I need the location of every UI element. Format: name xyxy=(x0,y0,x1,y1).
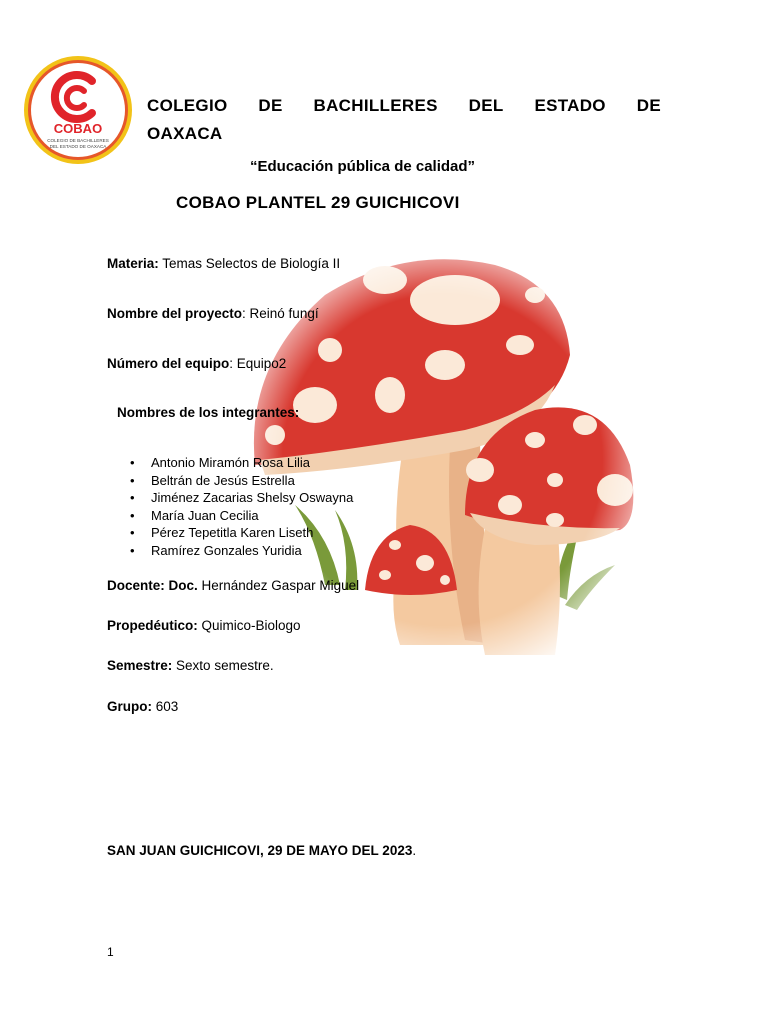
school-name-line1 xyxy=(147,92,661,120)
school-word: BACHILLERES xyxy=(313,96,438,115)
list-item: • Pérez Tepetitla Karen Liseth xyxy=(130,524,353,542)
semestre-label: Semestre: xyxy=(107,658,173,673)
plantel-title: COBAO PLANTEL 29 GUICHICOVI xyxy=(176,193,460,212)
school-word: DE xyxy=(636,96,661,115)
equipo-label: Número del equipo xyxy=(107,356,230,371)
school-name xyxy=(147,92,661,148)
equipo-value: : Equipo2 xyxy=(229,356,287,371)
school-word: COLEGIO xyxy=(147,96,228,115)
logo-brand-text: COBAO xyxy=(53,121,103,136)
logo-subtitle-line2: DEL ESTADO DE OAXACA xyxy=(49,144,107,149)
list-item: • Ramírez Gonzales Yuridia xyxy=(130,542,353,560)
equipo-field xyxy=(107,356,286,371)
list-item: • María Juan Cecilia xyxy=(130,507,353,525)
motto: “Educación pública de calidad” xyxy=(250,158,476,175)
materia-value: Temas Selectos de Biología II xyxy=(158,256,341,271)
semestre-field xyxy=(107,658,274,673)
propedeutico-field xyxy=(107,618,301,633)
location-date-text: SAN JUAN GUICHICOVI, 29 DE MAYO DEL 2023 xyxy=(107,843,413,858)
logo-subtitle-line1: COLEGIO DE BACHILLERES xyxy=(47,138,109,143)
list-item: • Antonio Miramón Rosa Lilia xyxy=(130,454,353,472)
members-list xyxy=(130,454,353,560)
members-heading: Nombres de los integrantes: xyxy=(117,405,300,420)
grupo-field xyxy=(107,699,178,714)
school-name-line2: OAXACA xyxy=(147,124,223,143)
list-item: • Beltrán de Jesús Estrella xyxy=(130,472,353,490)
page-number: 1 xyxy=(107,945,114,959)
list-item: • Jiménez Zacarias Shelsy Oswayna xyxy=(130,489,353,507)
grupo-label: Grupo: xyxy=(107,699,152,714)
grupo-value: 603 xyxy=(152,699,179,714)
docente-field xyxy=(107,578,359,593)
docente-value: Hernández Gaspar Miguel xyxy=(197,578,360,593)
school-word: DEL xyxy=(468,96,504,115)
materia-field xyxy=(107,256,340,271)
docente-label: Docente: Doc. xyxy=(107,578,198,593)
materia-label: Materia: xyxy=(107,256,159,271)
school-word: ESTADO xyxy=(534,96,606,115)
propedeutico-label: Propedéutico: xyxy=(107,618,198,633)
proyecto-value: : Reinó fungí xyxy=(242,306,319,321)
propedeutico-value: Quimico-Biologo xyxy=(197,618,301,633)
semestre-value: Sexto semestre. xyxy=(172,658,274,673)
proyecto-label: Nombre del proyecto xyxy=(107,306,243,321)
cobao-logo xyxy=(22,53,134,168)
location-date-period: . xyxy=(412,843,417,858)
location-date xyxy=(107,843,416,858)
school-word: DE xyxy=(258,96,283,115)
proyecto-field xyxy=(107,306,319,321)
